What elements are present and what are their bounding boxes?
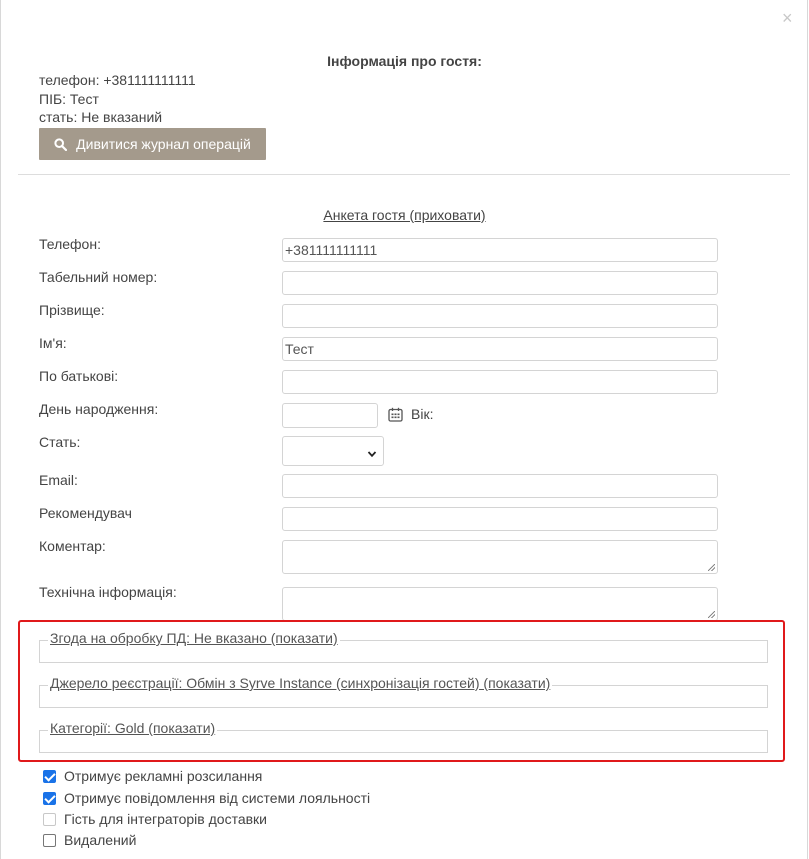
categories-toggle-link[interactable]: Категорії: Gold (показати) bbox=[50, 720, 216, 736]
view-operations-log-label: Дивитися журнал операцій bbox=[76, 136, 251, 152]
ads-checkbox[interactable] bbox=[43, 770, 56, 783]
close-icon[interactable]: × bbox=[782, 8, 793, 28]
delivery-checkbox-row bbox=[43, 810, 267, 828]
email-input[interactable] bbox=[282, 474, 718, 498]
deleted-checkbox-row[interactable] bbox=[43, 831, 136, 849]
loyalty-checkbox-label: Отримує повідомлення від системи лояльності bbox=[64, 790, 371, 806]
source-section bbox=[39, 675, 768, 708]
name-label: Ім'я: bbox=[39, 335, 67, 351]
calendar-icon[interactable] bbox=[388, 407, 403, 422]
consent-section bbox=[39, 630, 768, 663]
deleted-checkbox-label: Видалений bbox=[64, 832, 137, 848]
consent-toggle-link[interactable]: Згода на обробку ПД: Не вказано (показати) bbox=[50, 630, 338, 646]
tech-info-label: Технічна інформація: bbox=[39, 584, 177, 600]
view-operations-log-button[interactable] bbox=[39, 128, 266, 160]
divider bbox=[18, 174, 790, 175]
loyalty-checkbox[interactable] bbox=[43, 792, 56, 805]
birthday-input[interactable] bbox=[282, 403, 378, 428]
guest-gender-info: стать: Не вказаний bbox=[39, 109, 163, 125]
age-label: Вік: bbox=[411, 406, 434, 422]
name-input[interactable]: Тест bbox=[282, 337, 718, 361]
patronymic-label: По батькові: bbox=[39, 368, 119, 384]
delivery-checkbox-label: Гість для інтеграторів доставки bbox=[64, 811, 267, 827]
comment-label: Коментар: bbox=[39, 538, 106, 554]
email-label: Email: bbox=[39, 472, 78, 488]
patronymic-input[interactable] bbox=[282, 370, 718, 394]
guest-fio-info: ПІБ: Тест bbox=[39, 91, 99, 107]
ads-checkbox-row[interactable] bbox=[43, 767, 262, 785]
tab-number-input[interactable] bbox=[282, 271, 718, 295]
deleted-checkbox[interactable] bbox=[43, 834, 56, 847]
tab-number-label: Табельний номер: bbox=[39, 269, 158, 285]
search-icon bbox=[54, 138, 67, 151]
chevron-down-icon bbox=[367, 446, 377, 456]
guest-phone-info: телефон: +381111111111 bbox=[39, 72, 196, 88]
birthday-label: День народження: bbox=[39, 401, 159, 417]
categories-section bbox=[39, 720, 768, 753]
phone-input[interactable]: +381111111111 bbox=[282, 238, 718, 262]
loyalty-checkbox-row[interactable] bbox=[43, 789, 370, 807]
comment-textarea[interactable] bbox=[282, 540, 718, 574]
source-toggle-link[interactable]: Джерело реєстрації: Обмін з Syrve Instance (синхронізація гостей) (показати) bbox=[50, 675, 551, 691]
tech-info-textarea[interactable] bbox=[282, 587, 718, 621]
referrer-label: Рекомендувач bbox=[39, 505, 132, 521]
modal-left-border bbox=[0, 0, 1, 859]
delivery-checkbox bbox=[43, 813, 56, 826]
guest-info-title: Інформація про гостя: bbox=[327, 53, 482, 69]
surname-input[interactable] bbox=[282, 304, 718, 328]
phone-label: Телефон: bbox=[39, 236, 101, 252]
ads-checkbox-label: Отримує рекламні розсилання bbox=[64, 768, 263, 784]
referrer-input[interactable] bbox=[282, 507, 718, 531]
gender-label: Стать: bbox=[39, 434, 81, 450]
surname-label: Прізвище: bbox=[39, 302, 105, 318]
gender-select[interactable] bbox=[282, 436, 384, 466]
guest-form-toggle-link[interactable]: Анкета гостя (приховати) bbox=[323, 207, 486, 223]
modal-right-border bbox=[807, 0, 808, 859]
